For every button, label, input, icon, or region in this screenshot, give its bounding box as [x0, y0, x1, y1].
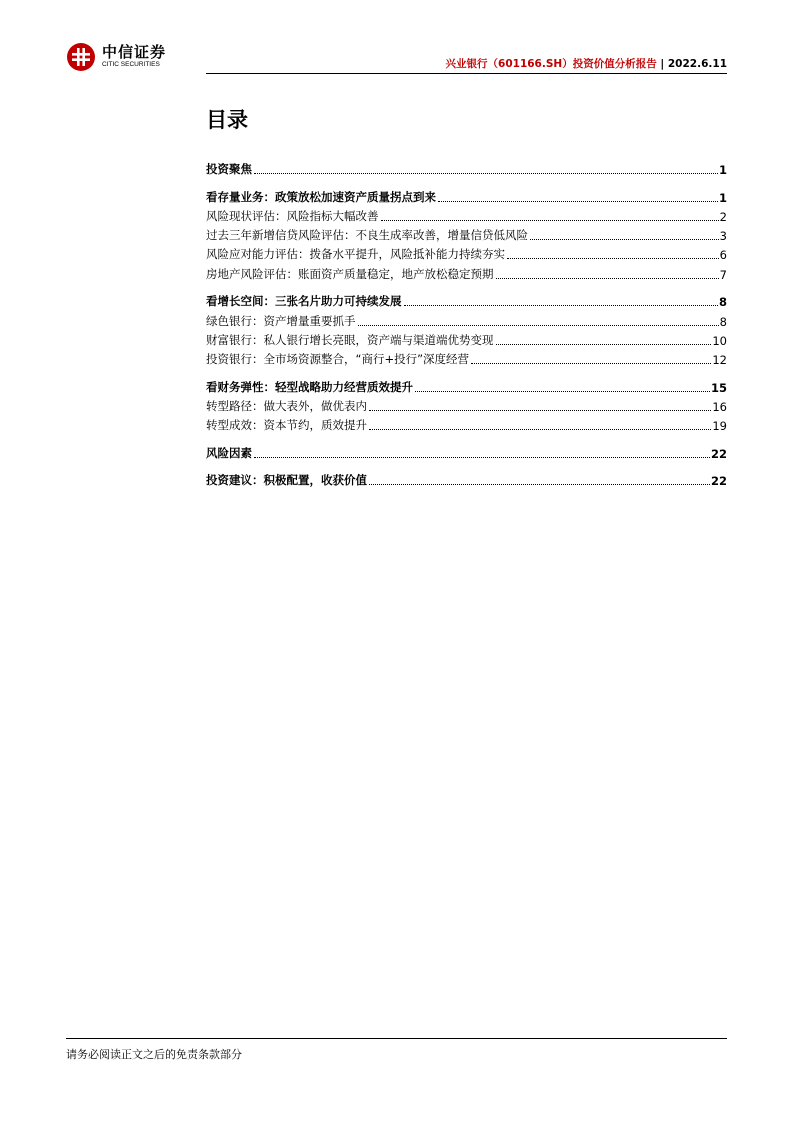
toc-entry[interactable]	[206, 224, 727, 243]
toc-leader-dots	[404, 305, 718, 306]
toc-leader-dots	[254, 457, 710, 458]
toc-entry-label: 过去三年新增信贷风险评估：不良生成率改善，增量信贷低风险	[206, 228, 528, 243]
toc-entry[interactable]	[206, 414, 727, 433]
toc-entry-label: 风险应对能力评估：拨备水平提升，风险抵补能力持续夯实	[206, 247, 505, 262]
toc-entry[interactable]	[206, 348, 727, 367]
toc-entry-page: 8	[719, 314, 727, 329]
toc-entry-label: 看财务弹性：轻型战略助力经营质效提升	[206, 379, 413, 394]
toc-leader-dots	[496, 278, 719, 279]
report-date: 2022.6.11	[667, 58, 727, 70]
report-title: 兴业银行（601166.SH）投资价值分析报告	[445, 58, 657, 70]
toc-leader-dots	[507, 258, 719, 259]
toc-entry-label: 转型路径：做大表外，做优表内	[206, 398, 367, 413]
toc-entry-label: 风险因素	[206, 445, 252, 460]
citic-emblem-icon	[66, 42, 96, 72]
footer-disclaimer: 请务必阅读正文之后的免责条款部分	[66, 1048, 242, 1061]
footer-divider	[66, 1038, 727, 1039]
toc-entry[interactable]	[206, 290, 727, 309]
toc-leader-dots	[530, 239, 719, 240]
toc-entry-page: 16	[712, 399, 727, 414]
toc-leader-dots	[369, 429, 711, 430]
toc-leader-dots	[415, 391, 710, 392]
report-header	[446, 56, 727, 71]
toc-entry-page: 12	[712, 352, 727, 367]
toc-entry-page: 8	[718, 295, 727, 310]
header-divider	[206, 73, 727, 74]
toc-entry-label: 看存量业务：政策放松加速资产质量拐点到来	[206, 189, 436, 204]
toc-entry-page: 15	[710, 380, 727, 395]
toc-leader-dots	[381, 220, 719, 221]
table-of-contents	[206, 158, 727, 488]
toc-leader-dots	[496, 344, 712, 345]
citic-logo	[66, 40, 166, 74]
toc-entry-label: 财富银行：私人银行增长亮眼，资产端与渠道端优势变现	[206, 332, 494, 347]
toc-entry-page: 3	[719, 229, 727, 244]
toc-leader-dots	[471, 363, 711, 364]
toc-leader-dots	[369, 410, 711, 411]
toc-entry-page: 10	[712, 333, 727, 348]
toc-entry-label: 转型成效：资本节约，质效提升	[206, 417, 367, 432]
toc-entry-page: 1	[718, 163, 727, 178]
toc-entry-label: 房地产风险评估：账面资产质量稳定，地产放松稳定预期	[206, 266, 494, 281]
toc-entry-page: 22	[710, 474, 727, 489]
toc-title: 目录	[206, 108, 248, 132]
toc-entry[interactable]	[206, 205, 727, 224]
toc-entry[interactable]	[206, 469, 727, 488]
toc-entry-label: 投资建议：积极配置，收获价值	[206, 473, 367, 488]
toc-leader-dots	[369, 484, 710, 485]
toc-entry-label: 投资聚焦	[206, 162, 252, 177]
toc-entry-label: 投资银行：全市场资源整合，“商行+投行”深度经营	[206, 351, 470, 366]
toc-entry-page: 19	[712, 418, 727, 433]
toc-entry[interactable]	[206, 158, 727, 177]
logo-chinese-name: 中信证券	[102, 43, 167, 62]
toc-entry[interactable]	[206, 243, 727, 262]
toc-entry-label: 风险现状评估：风险指标大幅改善	[206, 209, 379, 224]
toc-entry[interactable]	[206, 329, 727, 348]
toc-entry-label: 看增长空间：三张名片助力可持续发展	[206, 294, 402, 309]
toc-leader-dots	[438, 201, 718, 202]
toc-entry[interactable]	[206, 186, 727, 205]
toc-entry-page: 2	[719, 210, 727, 225]
toc-entry[interactable]	[206, 441, 727, 460]
toc-entry-page: 1	[718, 190, 727, 205]
toc-leader-dots	[254, 173, 718, 174]
toc-entry-label: 绿色银行：资产增量重要抓手	[206, 313, 356, 328]
logo-english-name: CITIC SECURITIES	[102, 61, 160, 69]
toc-entry-page: 6	[719, 248, 727, 263]
toc-entry-page: 22	[710, 446, 727, 461]
toc-entry[interactable]	[206, 375, 727, 394]
toc-entry[interactable]	[206, 309, 727, 328]
header-separator: |	[660, 58, 665, 70]
toc-entry-page: 7	[719, 267, 727, 282]
toc-entry[interactable]	[206, 395, 727, 414]
toc-entry[interactable]	[206, 262, 727, 281]
toc-leader-dots	[358, 325, 719, 326]
